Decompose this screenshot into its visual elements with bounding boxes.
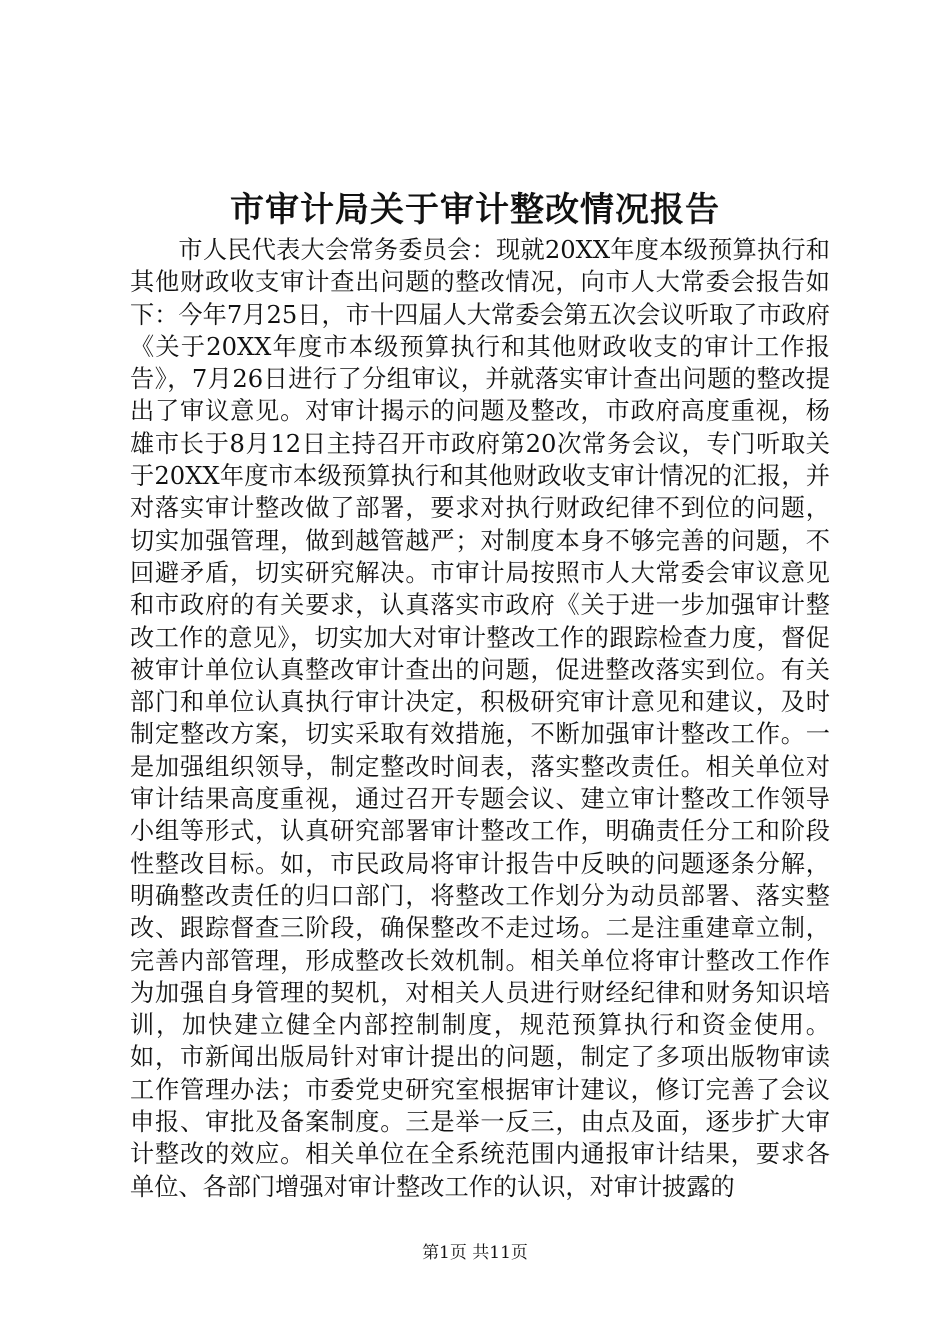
page-footer: 第1页 共11页 [422,1243,528,1263]
page-title: 市审计局关于审计整改情况报告 [230,190,720,230]
body-paragraph: 市人民代表大会常务委员会：现就20XX年度本级预算执行和其他财政收支审计查出问题的整改情况，向市人大常委会报告如下：今年7月25日，市十四届人大常委会第五次会议听取了市政府《关于20XX年度市本级预算执行和其他财政收支的审计工作报告》，7月26日进行了分组审议，并就落实审计查出问题的整改提出了审议意见。对审计揭示的问题及整改，市政府高度重视，杨雄市长于8月12日主持召开市政府第20次常务会议，专门听取关于20XX年度市本级预算执行和其他财政收支审计情况的汇报，并对落实审计整改做了部署，要求对执行财政纪律不到位的问题，切实加强管理，做到越管越严；对制度本身不够完善的问题，不回避矛盾，切实研究解决。市审计局按照市人大常委会审议意见和市政府的有关要求，认真落实市政府《关于进一步加强审计整改工作的意见》，切实加大对审计整改工作的跟踪检查力度，督促被审计单位认真整改审计查出的问题，促进整改落实到位。有关部门和单位认真执行审计决定，积极研究审计意见和建议，及时制定整改方案，切实采取有效措施，不断加强审计整改工作。一是加强组织领导，制定整改时间表，落实整改责任。相关单位对审计结果高度重视，通过召开专题会议、建立审计整改工作领导小组等形式，认真研究部署审计整改工作，明确责任分工和阶段性整改目标。如，市民政局将审计报告中反映的问题逐条分解，明确整改责任的归口部门，将整改工作划分为动员部署、落实整改、跟踪督查三阶段，确保整改不走过场。二是注重建章立制，完善内部管理，形成整改长效机制。相关单位将审计整改工作作为加强自身管理的契机，对相关人员进行财经纪律和财务知识培训，加快建立健全内部控制制度，规范预算执行和资金使用。如，市新闻出版局针对审计提出的问题，制定了多项出版物审读工作管理办法；市委党史研究室根据审计建议，修订完善了会议申报、审批及备案制度。三是举一反三，由点及面，逐步扩大审计整改的效应。相关单位在全系统范围内通报审计结果，要求各单位、各部门增强对审计整改工作的认识，对审计披露的 [130,236,830,1201]
